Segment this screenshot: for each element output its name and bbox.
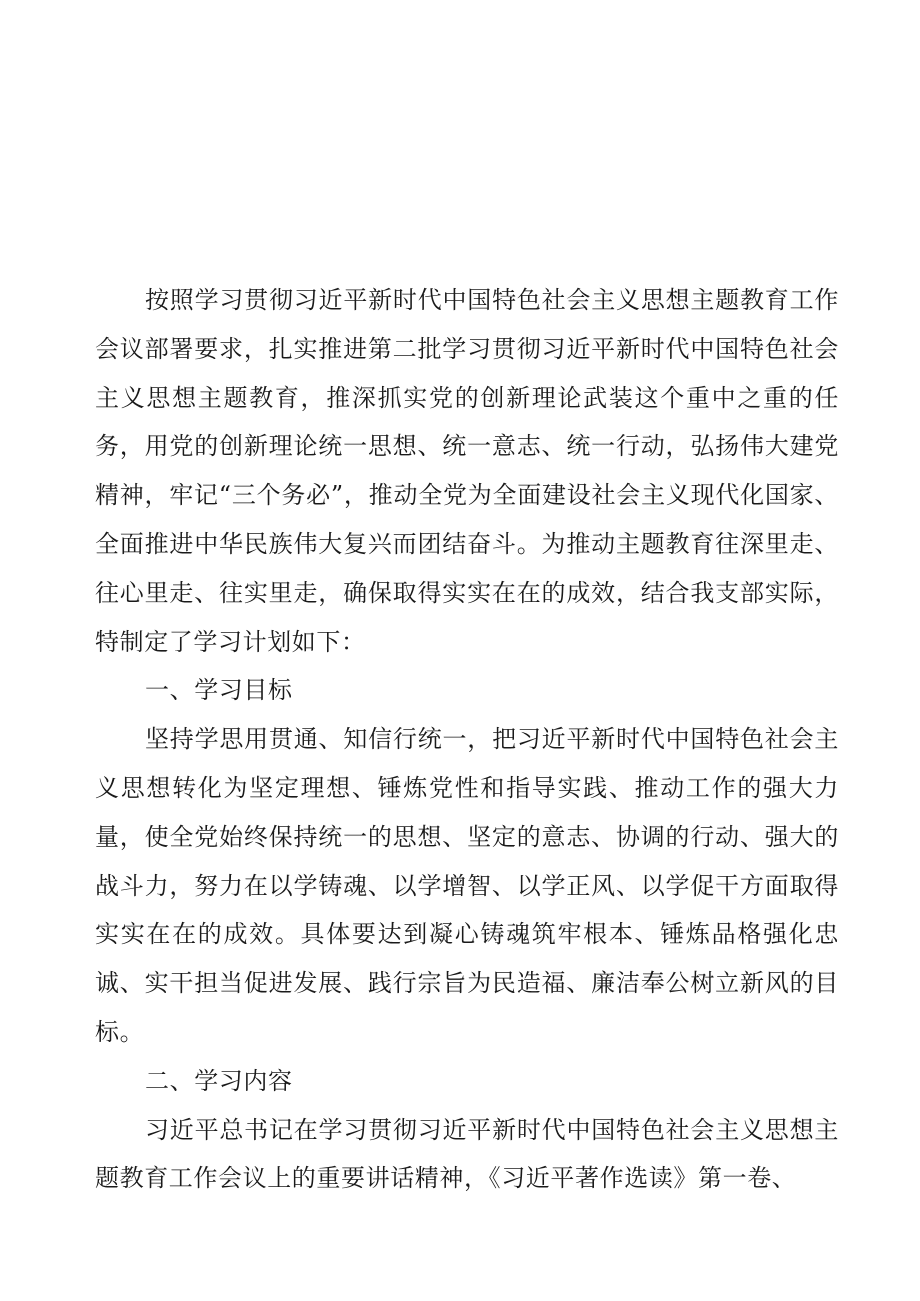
content-paragraph: 习近平总书记在学习贯彻习近平新时代中国特色社会主义思想主题教育工作会议上的重要讲话精神，《习近平著作选读》第一卷、 [95, 1115, 839, 1193]
section-heading-goals: 一、学习目标 [145, 676, 293, 705]
goals-paragraph: 坚持学思用贯通、知信行统一，把习近平新时代中国特色社会主义思想转化为坚定理想、锤炼党性和指导实践、推动工作的强大力量，使全党始终保持统一的思想、坚定的意志、协调的行动、强大的战斗力，努力在以学铸魂、以学增智、以学正风、以学促干方面取得实实在在的成效。具体要达到凝心铸魂筑牢根本、锤炼品格强化忠诚、实干担当促进发展、践行宗旨为民造福、廉洁奉公树立新风的目标。 [95, 725, 839, 1046]
intro-paragraph: 按照学习贯彻习近平新时代中国特色社会主义思想主题教育工作会议部署要求，扎实推进第二批学习贯彻习近平新时代中国特色社会主义思想主题教育，推深抓实党的创新理论武装这个重中之重的任务，用党的创新理论统一思想、统一意志、统一行动，弘扬伟大建党精神，牢记“三个务必”，推动全党为全面建设社会主义现代化国家、全面推进中华民族伟大复兴而团结奋斗。为推动主题教育往深里走、往心里走、往实里走，确保取得实实在在的成效，结合我支部实际，特制定了学习计划如下： [95, 286, 839, 656]
section-heading-content: 二、学习内容 [145, 1066, 293, 1095]
document-body [95, 276, 839, 1203]
